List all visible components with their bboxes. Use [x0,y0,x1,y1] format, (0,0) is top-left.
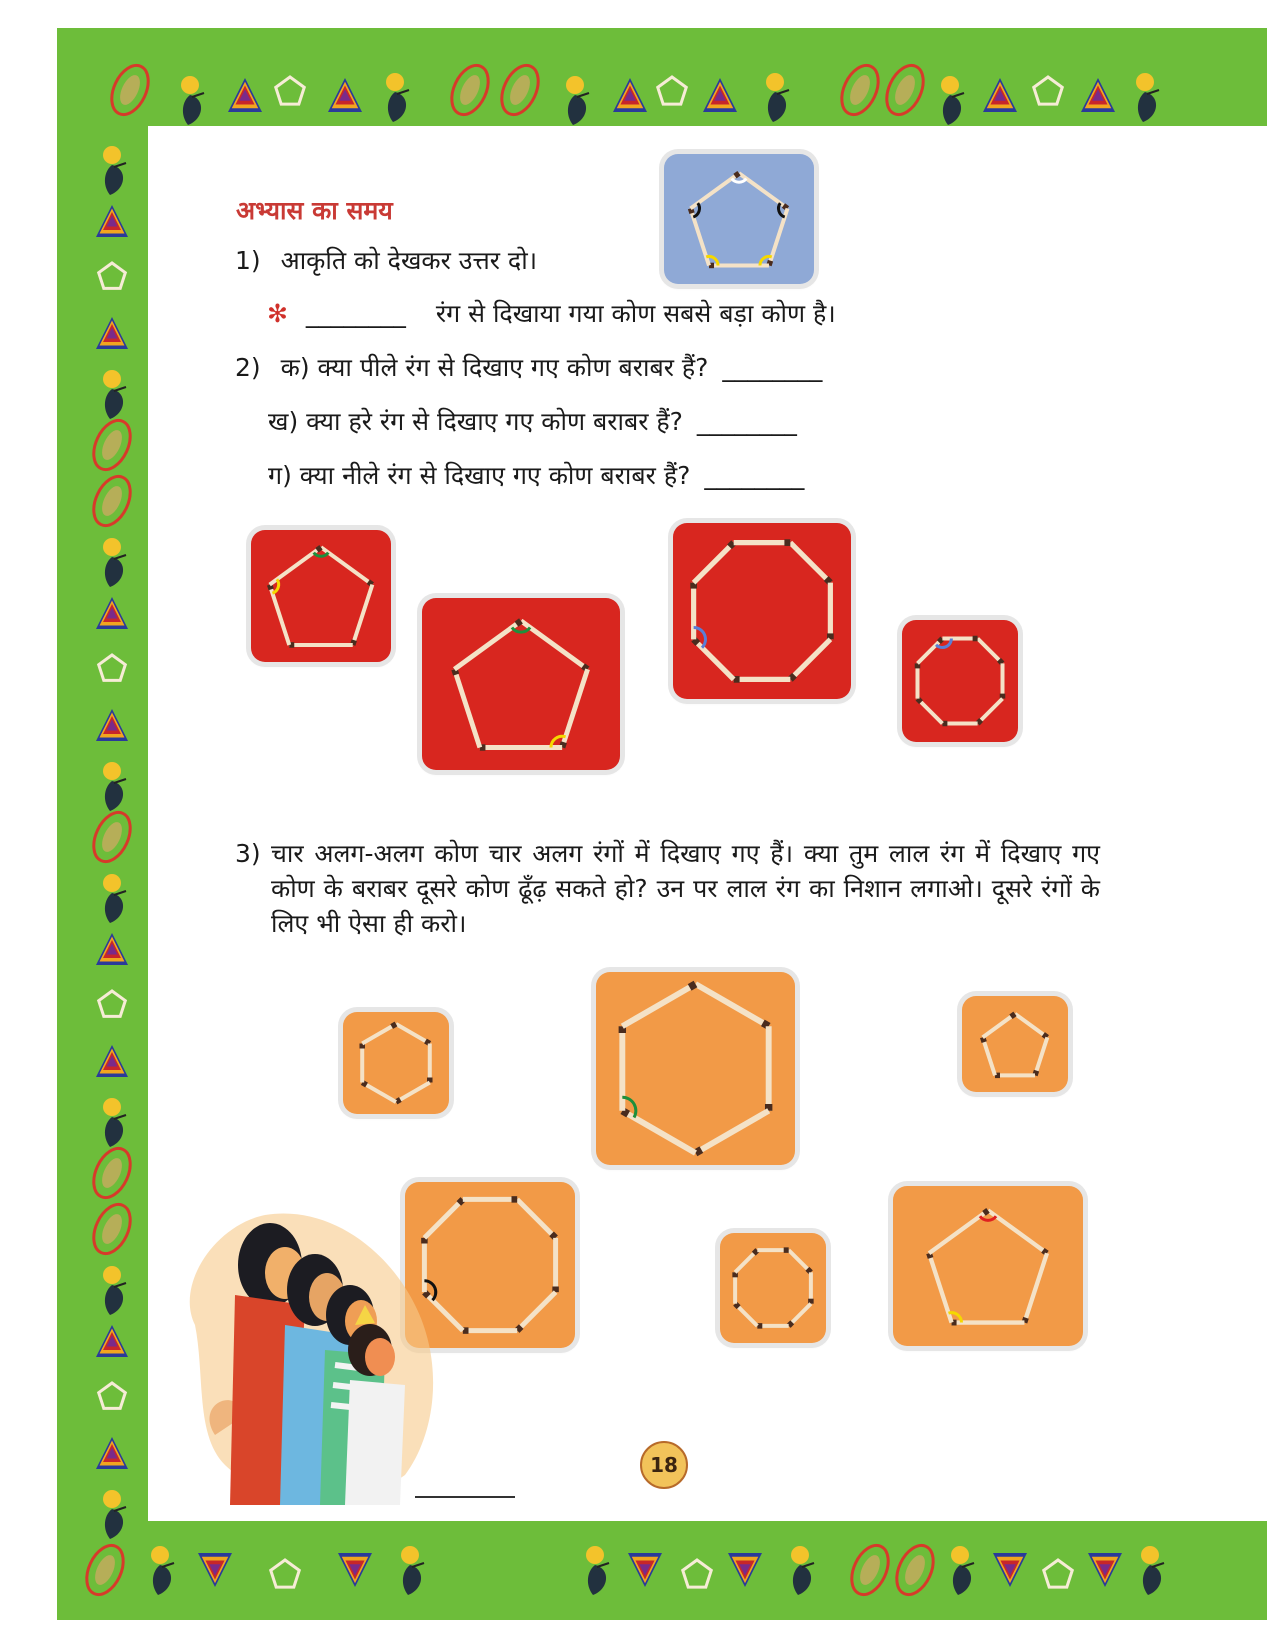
matchstick [978,699,1003,724]
matchstick [454,669,479,747]
red-pentagon-tile-large [422,598,620,770]
angle-arc [314,553,329,557]
question-1-text: आकृति को देखकर उत्तर दो। [280,246,538,275]
matchstick-head [826,578,830,582]
matchstick-head [735,1304,739,1308]
matchstick-head [783,206,787,209]
orange-hexagon-tile-small [343,1012,449,1114]
matchstick-head [392,1024,396,1027]
matchstick-head [790,675,794,679]
matchstick-head [1043,1034,1047,1037]
matchstick-head [918,699,922,703]
answer-blank-2a[interactable]: ________ [722,353,823,382]
matchstick [517,1292,555,1330]
orange-octagon-tile-small [720,1233,826,1343]
red-octagon-tile-large [673,523,851,699]
matchstick-head [459,1199,463,1203]
question-3 [235,836,1100,941]
matchstick [362,1024,396,1044]
question-2-number: 2) [235,353,261,382]
question-2c-text: ग) क्या नीले रंग से दिखाए गए कोण बराबर हैं? [268,461,691,490]
matchstick [362,1083,396,1103]
question-2b [268,404,797,438]
matchstick-head [754,1250,758,1254]
orange-pentagon-tile-large [893,1186,1083,1346]
question-2a-text: क) क्या पीले रंग से दिखाए गए कोण बराबर हैं? [280,353,709,382]
orange-hexagon-tile-large [596,972,795,1165]
matchstick-head [939,639,943,643]
matchstick-head [562,742,564,747]
exercise-heading: अभ्यास का समय [236,196,393,225]
matchstick-head [516,621,521,624]
question-3-text: चार अलग-अलग कोण चार अलग रंगों में दिखाए गए हैं। क्या तुम लाल रंग में दिखाए गए कोण के बराबर दूसरे कोण ढूँढ़ सकते हो? उन पर लाल रंग का निशान लगाओ। दूसरे रंगों के लिए भी ऐसा ही करो। [271,839,1100,938]
matchstick-head [999,660,1003,664]
question-2a [235,350,822,384]
octagon-shape [902,620,1018,742]
matchstick [918,639,943,664]
matchstick [1015,1014,1047,1037]
matchstick-head [425,1041,429,1044]
matchstick-head [1035,1071,1037,1076]
hexagon-shape [596,972,795,1165]
children-illustration [175,1185,455,1505]
answer-blank-2c[interactable]: ________ [704,461,805,490]
matchstick [983,1037,995,1075]
pentagon-shape [664,154,814,284]
matchstick-head [552,1234,556,1238]
matchstick-head [1011,1014,1015,1017]
matchstick [696,1111,769,1153]
matchstick-head [789,1322,793,1326]
orange-pentagon-tile-small [962,996,1068,1092]
matchstick [929,1253,952,1322]
matchstick-head [807,1269,811,1273]
matchstick [918,699,943,724]
hexagon-shape [343,1012,449,1114]
matchstick-head [978,720,982,724]
matchstick-head [517,1327,521,1331]
angle-arc [732,178,747,182]
matchstick-head [1024,1318,1026,1323]
matchstick [517,1199,555,1237]
matchstick [790,543,830,583]
matchstick [622,1111,695,1153]
question-1-statement [267,296,836,330]
matchstick [622,984,695,1026]
matchstick [983,1014,1015,1037]
matchstick [696,984,769,1026]
matchstick-head [368,582,372,585]
pentagon-shape [962,996,1068,1092]
blue-pentagon-tile [664,154,814,284]
matchstick [521,621,588,669]
red-octagon-tile-small [902,620,1018,742]
matchstick-head [690,984,696,987]
matchstick [1035,1037,1047,1075]
octagon-shape [720,1233,826,1343]
matchstick-head [769,261,771,266]
matchstick-head [729,543,733,547]
matchstick [353,585,373,645]
matchstick [694,639,734,679]
answer-blank-2b[interactable]: ________ [696,407,797,436]
angle-arc [980,1216,996,1220]
matchstick [694,543,734,583]
matchstick-head [694,639,698,643]
matchstick-head [735,173,739,176]
matchstick [978,639,1003,664]
matchstick-head [622,1111,628,1114]
matchstick-head [984,1210,988,1213]
pentagon-shape [422,598,620,770]
page-number: 18 [640,1441,688,1489]
answer-blank-1[interactable]: ________ [305,299,406,328]
matchstick [790,639,830,679]
matchstick [396,1083,430,1103]
pentagon-shape [251,530,391,662]
footer-rule [415,1496,515,1498]
question-1-number: 1) [235,246,261,275]
matchstick-head [362,1083,366,1086]
matchstick [1024,1253,1047,1322]
red-pentagon-tile-small [251,530,391,662]
question-3-number: 3) [235,839,261,868]
asterisk-icon: ✻ [267,299,288,328]
question-1-statement-text: रंग से दिखाया गया कोण सबसे बड़ा कोण है। [435,299,836,328]
matchstick-head [763,1023,769,1026]
octagon-shape [673,523,851,699]
matchstick [396,1024,430,1044]
question-2c [268,458,804,492]
matchstick-head [317,547,321,550]
matchstick [454,621,521,669]
matchstick-head [353,640,355,645]
pentagon-shape [893,1186,1083,1346]
question-1 [235,243,537,277]
question-2b-text: ख) क्या हरे रंग से दिखाए गए कोण बराबर हैं? [268,407,683,436]
